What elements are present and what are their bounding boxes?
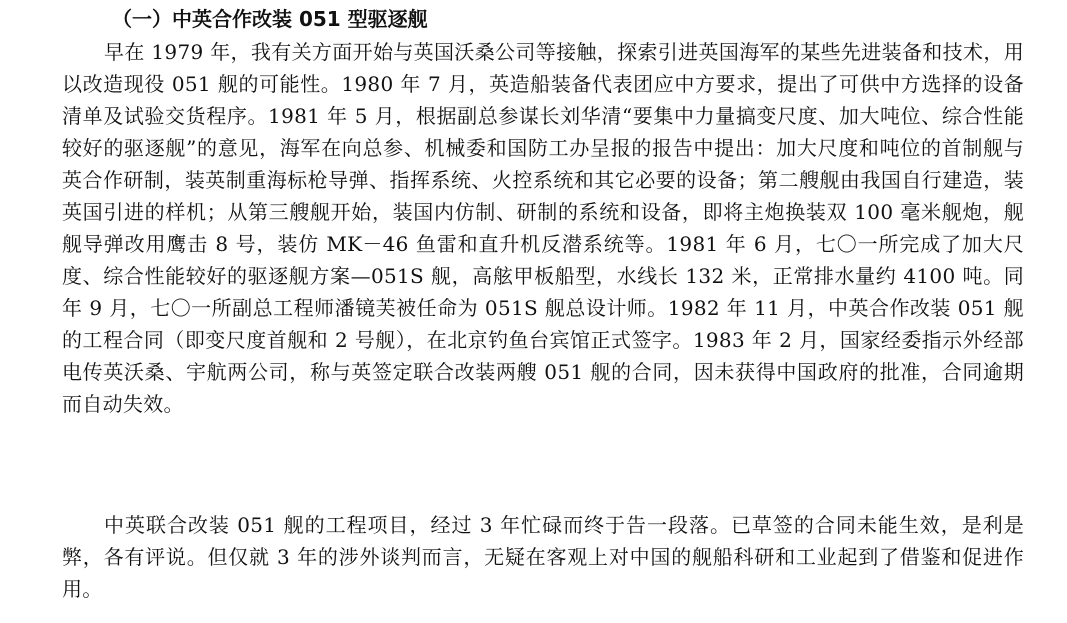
section-heading: （一）中英合作改装 051 型驱逐舰 <box>112 7 428 31</box>
paragraph-1: 早在 1979 年，我有关方面开始与英国沃桑公司等接触，探索引进英国海军的某些先进装备和技术，用以改造现役 051 舰的可能性。1980 年 7 月，英造船装备代表团应中方要求，提出了可供中方选择的设备清单及试验交货程序。1981 年 5 月，根据副总参谋长刘华清“要集中力量搞变尺度、加大吨位、综合性能较好的驱逐舰”的意见，海军在向总参、机械委和国防工办呈报的报告中提出：加大尺度和吨位的首制舰与英合作研制，装英制重海标枪导弹、指挥系统、火控系统和其它必要的设备；第二艘舰由我国自行建造，装英国引进的样机；从第三艘舰开始，装国内仿制、研制的系统和设备，即将主炮换装双 100 毫米舰炮，舰舰导弹改用鹰击 8 号，装仿 MK－46 鱼雷和直升机反潜系统等。1981 年 6 月，七〇一所完成了加大尺度、综合性能较好的驱逐舰方案—051S 舰，高舷甲板船型，水线长 132 米，正常排水量约 4100 吨。同年 9 月，七〇一所副总工程师潘镜芙被任命为 051S 舰总设计师。1982 年 11 月，中英合作改装 051 舰的工程合同（即变尺度首舰和 2 号舰），在北京钓鱼台宾馆正式签字。1983 年 2 月，国家经委指示外经部电传英沃桑、宇航两公司，称与英签定联合改装两艘 051 舰的合同，因未获得中国政府的批准，合同逾期而自动失效。 <box>62 40 1024 416</box>
paragraph-2: 中英联合改装 051 舰的工程项目，经过 3 年忙碌而终于告一段落。已草签的合同未能生效，是利是弊，各有评说。但仅就 3 年的涉外谈判而言，无疑在客观上对中国的舰船科研和工业起到了借鉴和促进作用。 <box>62 513 1024 601</box>
